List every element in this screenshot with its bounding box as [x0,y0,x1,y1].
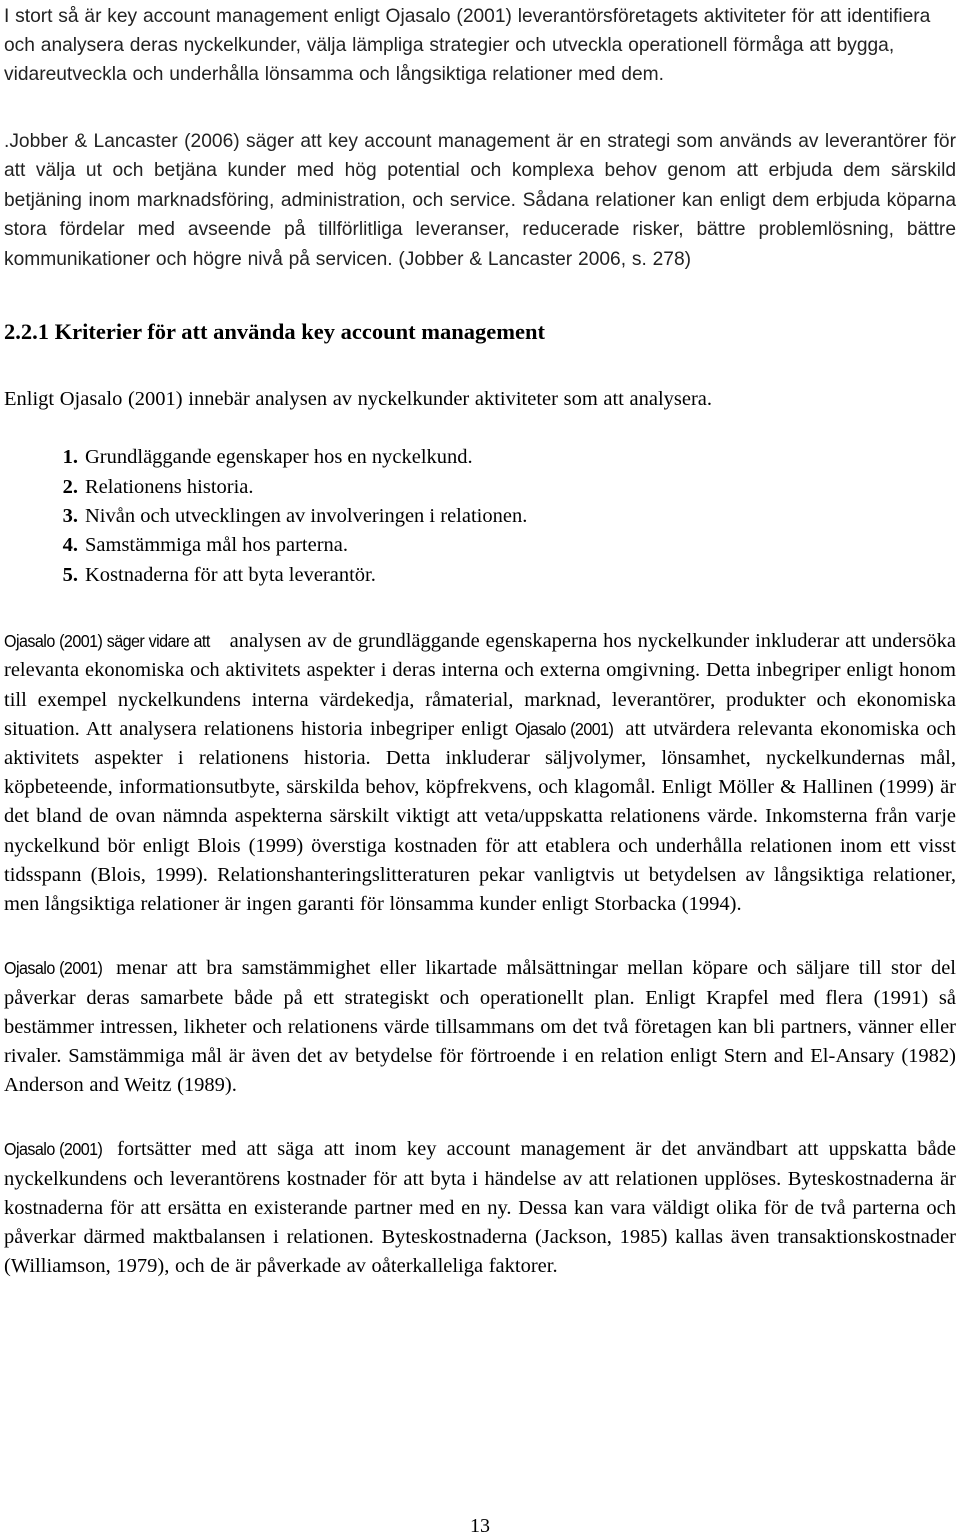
criteria-intro-paragraph: Enligt Ojasalo (2001) innebär analysen av nyckelkunder aktiviteter som att analysera. [4,388,713,411]
paragraph-text: menar att bra samstämmighet eller likartade målsättningar mellan köpare och säljare till stor del påverkar deras samarbete både på ett strategiskt och operationellt plan. Enligt Krapfel med flera (1991) så bestämmer intressen, likheter och relationens värde tillsammans om det två företagen kan bli partners, vänner eller rivaler. Samstämmiga mål är även det av betydelse för förtroende i en relation enligt Stern and El-Ansary (1982) Anderson and Weitz (1989). [4,957,956,1097]
citation-lead: Ojasalo (2001) [4,958,103,979]
criteria-number: 4. [62,534,78,557]
criteria-item [4,473,956,502]
intro-paragraph: I stort så är key account management enligt Ojasalo (2001) leverantörsföretagets aktiviteter för att identifiera och analysera deras nyckelkunder, välja lämpliga strategier och utveckla operationell förmåga att bygga, vidareutveckla och underhålla lönsamma och långsiktiga relationer med dem. [4,6,931,85]
criteria-number: 2. [62,475,78,498]
criteria-item [4,443,956,472]
jobber-paragraph: .Jobber & Lancaster (2006) säger att key account management är en strategi som används av leverantörer för att välja ut och betjäna kunder med hög potential och komplexa behov genom att erbjuda dem särskild betjäning inom marknadsföring, administration, och service. Sådana relationer kan enligt dem erbjuda köparna stora fördelar med avseende på tillförlitliga leveranser, reducerade risker, bättre problemlösning, bättre kommunikationer och högre nivå på servicen. (Jobber & Lancaster 2006, s. 278) [4,131,956,270]
criteria-list [4,443,956,590]
goals-paragraph [4,954,956,1100]
criteria-number: 1. [62,446,78,469]
page-number: 13 [470,1515,490,1537]
criteria-text: Nivån och utvecklingen av involveringen i relationen. [85,505,528,528]
switching-costs-paragraph [4,1135,956,1281]
paragraph-text: analysen av de grundläggande egenskaperna hos nyckelkunder inkluderar att undersöka relevanta ekonomiska och aktivitets aspekter i deras interna och externa omgivning. Detta inbegriper enligt honom till exempel nyckelkundens interna värdekedja, råmaterial, marknad, leverantörer, produkter och ekonomiska situation. Att analysera relationens historia inbegriper enligt [4,630,956,740]
criteria-item [4,502,956,531]
paragraph-text: fortsätter med att säga att inom key account management är det användbart att uppskatta både nyckelkundens och leverantörens kostnader för att byta i händelse av att relationen upplöses. Byteskostnaderna är kostnaderna för att ersätta en existerande partner med en ny. Dessa kan vara väldigt olika för de två parterna och påverkar därmed maktbalansen i relationen. Byteskostnaderna (Jackson, 1985) kallas även transaktionskostnader (Williamson, 1979), och de är påverkade av oåterkalleliga faktorer. [4,1138,956,1278]
criteria-text: Grundläggande egenskaper hos en nyckelkund. [85,446,473,469]
criteria-number: 3. [62,505,78,528]
citation-lead: Ojasalo (2001) säger vidare att [4,631,210,652]
citation: Ojasalo (2001) [515,718,614,739]
criteria-text: Relationens historia. [85,475,254,498]
criteria-number: 5. [62,563,78,586]
criteria-text: Samstämmiga mål hos parterna. [85,534,349,557]
document-page [4,0,956,1281]
citation-lead: Ojasalo (2001) [4,1139,103,1160]
criteria-item [4,561,956,590]
criteria-text: Kostnaderna för att byta leverantör. [85,563,376,586]
criteria-item [4,531,956,560]
section-heading: 2.2.1 Kriterier för att använda key account management [4,319,545,345]
analysis-paragraph [4,627,956,919]
paragraph-text: att utvärdera relevanta ekonomiska och aktivitets aspekter i relationens historia. Detta inkluderar säljvolymer, lönsamhet, nyckelkundernas mål, köpbeteende, informationsutbyte, särskilda behov, köpfrekvens, och klagomål. Enligt Möller & Hallinen (1999) är det bland de ovan nämnda aspekterna särskilt viktigt att veta/uppskatta relationens värde. Inkomsterna från varje nyckelkund bör enligt Blois (1999) överstiga kostnaden för att etablera och underhålla relationen inom ett visst tidsspann (Blois, 1999). Relationshanteringslitteraturen pekar vanligtvis ut betydelsen av långsiktiga relationer, men långsiktiga relationer är ingen garanti för lönsamma kunder enligt Storbacka (1994). [4,717,956,916]
